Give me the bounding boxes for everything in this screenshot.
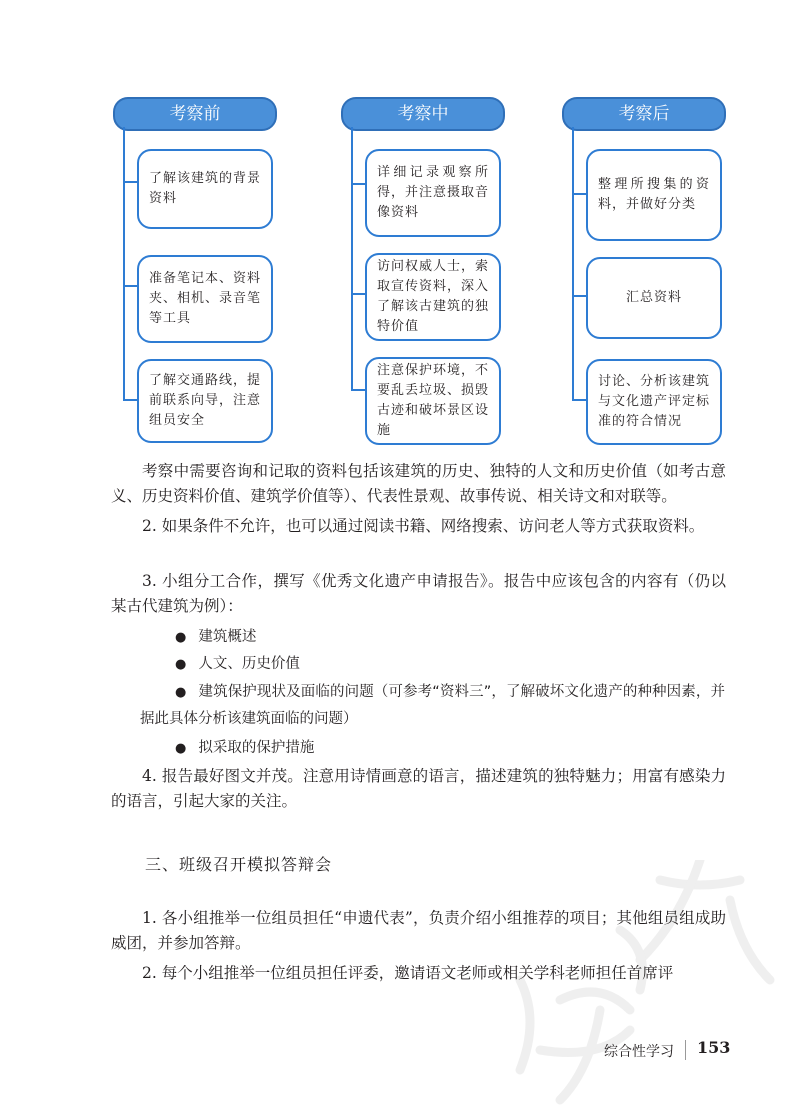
bullet-item: ● 人文、历史价值 xyxy=(175,656,300,672)
bullet-dot-icon: ● xyxy=(175,741,187,756)
flow-column-before xyxy=(113,97,277,447)
watermark-graphic xyxy=(500,860,790,1110)
connector-branch xyxy=(123,181,137,183)
flow-box: 汇总资料 xyxy=(586,257,722,339)
connector-branch xyxy=(572,193,586,195)
bullet-dot-icon: ● xyxy=(175,685,187,700)
column-header-during: 考察中 xyxy=(341,97,505,131)
connector-branch xyxy=(351,183,365,185)
connector-branch xyxy=(572,295,586,297)
paragraph: 4. 报告最好图文并茂。注意用诗情画意的语言，描述建筑的独特魅力；用富有感染力的语言，引起大家的关注。 xyxy=(111,767,726,810)
bullet-item: ● 建筑保护现状及面临的问题（可参考“资料三”，了解破坏文化遗产的种种因素，并据此具体分析该建筑面临的问题） xyxy=(140,684,726,727)
column-header-before: 考察前 xyxy=(113,97,277,131)
section-title: 三、班级召开模拟答辩会 xyxy=(145,855,333,874)
page-number: 153 xyxy=(697,1038,731,1057)
bullet-item: ● 拟采取的保护措施 xyxy=(175,740,315,756)
footer-section-label: 综合性学习 xyxy=(604,1044,674,1060)
bullet-dot-icon: ● xyxy=(175,630,187,645)
flow-box: 了解交通路线，提前联系向导，注意组员安全 xyxy=(137,359,273,443)
paragraph: 2. 每个小组推举一位组员担任评委，邀请语文老师或相关学科老师担任首席评 xyxy=(142,964,674,982)
paragraph: 考察中需要咨询和记取的资料包括该建筑的历史、独特的人文和历史价值（如考古意义、历史资料价值、建筑学价值等）、代表性景观、故事传说、相关诗文和对联等。 xyxy=(111,462,726,505)
flow-box: 注意保护环境，不要乱丢垃圾、损毁古迹和破坏景区设施 xyxy=(365,357,501,445)
connector-line xyxy=(572,127,574,400)
connector-line xyxy=(123,127,125,400)
connector-line xyxy=(351,127,353,389)
connector-branch xyxy=(123,399,137,401)
flow-box: 详细记录观察所得，并注意摄取音像资料 xyxy=(365,149,501,237)
bullet-dot-icon: ● xyxy=(175,657,187,672)
connector-branch xyxy=(351,389,365,391)
paragraph: 1. 各小组推举一位组员担任“申遗代表”，负责介绍小组推荐的项目；其他组员组成助威团，并参加答辩。 xyxy=(111,909,726,952)
connector-branch xyxy=(351,293,365,295)
flow-column-during xyxy=(341,97,505,447)
flow-box: 了解该建筑的背景资料 xyxy=(137,149,273,229)
paragraph: 3. 小组分工合作，撰写《优秀文化遗产申请报告》。报告中应该包含的内容有（仍以某古代建筑为例）： xyxy=(111,572,726,615)
flow-box: 访问权威人士，索取宣传资料，深入了解该古建筑的独特价值 xyxy=(365,253,501,341)
connector-branch xyxy=(572,399,586,401)
column-header-after: 考察后 xyxy=(562,97,726,131)
flow-column-after xyxy=(562,97,726,447)
flow-box: 整理所搜集的资料，并做好分类 xyxy=(586,149,722,241)
bullet-item: ● 建筑概述 xyxy=(175,629,257,645)
flow-box: 讨论、分析该建筑与文化遗产评定标准的符合情况 xyxy=(586,359,722,445)
paragraph: 2. 如果条件不允许，也可以通过阅读书籍、网络搜索、访问老人等方式获取资料。 xyxy=(142,517,705,535)
flow-box: 准备笔记本、资料夹、相机、录音笔等工具 xyxy=(137,255,273,343)
connector-branch xyxy=(123,285,137,287)
footer-divider xyxy=(685,1040,686,1060)
